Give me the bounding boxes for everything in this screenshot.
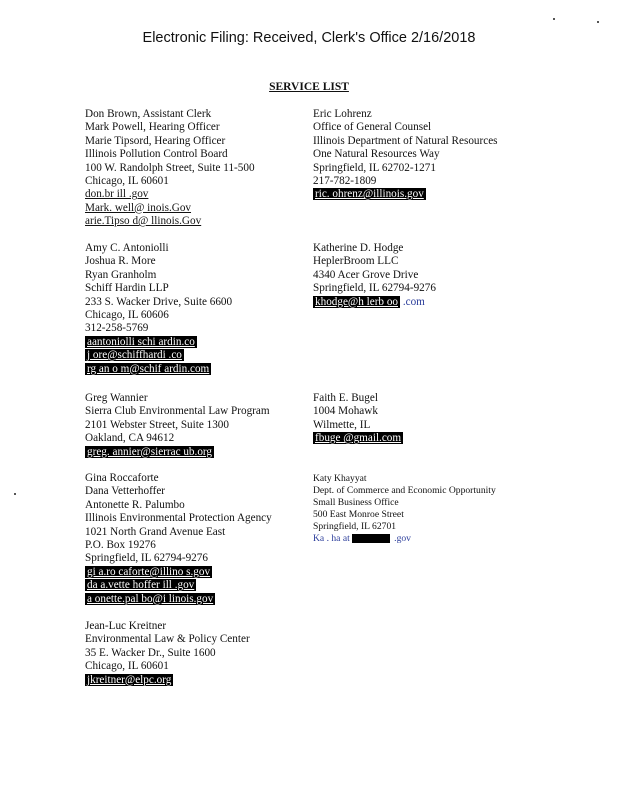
- contact-line: Wilmette, IL: [313, 418, 371, 431]
- contact-line: Marie Tipsord, Hearing Officer: [85, 134, 226, 147]
- contact-line: Mark Powell, Hearing Officer: [85, 121, 220, 134]
- contact-line: 1021 North Grand Avenue East: [85, 525, 226, 538]
- email-link[interactable]: Mark. well@ inois.Gov: [85, 201, 192, 214]
- contact-line: Katherine D. Hodge: [313, 242, 404, 254]
- contact-line: Eric Lohrenz: [313, 108, 372, 120]
- contact-line: Katy Khayyat: [313, 473, 367, 484]
- contact-line: 1004 Mohawk: [313, 405, 378, 418]
- contact-line: Springfield, IL 62702-1271: [313, 161, 436, 174]
- contact-line: 500 East Monroe Street: [313, 509, 404, 520]
- email-link[interactable]: arie.Tipso d@ llinois.Gov: [85, 215, 202, 228]
- contact-line: Springfield, IL 62701: [313, 521, 397, 532]
- contact-line: Springfield, IL 62794-9276: [85, 552, 208, 565]
- contact-line: HeplerBroom LLC: [313, 255, 399, 268]
- contact-block-heplerbroom: [313, 242, 436, 309]
- contact-line: Dept. of Commerce and Economic Opportunity: [313, 485, 496, 496]
- contact-line: Joshua R. More: [85, 255, 156, 268]
- email-link[interactable]: a onette.pal bo@i linois.gov: [87, 592, 214, 605]
- scan-speck: [597, 21, 599, 23]
- email-link-tail[interactable]: .gov: [391, 533, 411, 544]
- contact-line: Dana Vetterhoffer: [85, 485, 166, 498]
- contact-line: Illinois Pollution Control Board: [85, 148, 228, 161]
- contact-line: Springfield, IL 62794-9276: [313, 282, 436, 295]
- contact-block-sierra-club: [85, 392, 270, 459]
- contact-block-pollution-board: [85, 108, 255, 229]
- email-link[interactable]: rg an o m@schif ardin.com: [87, 362, 210, 375]
- email-link[interactable]: ric. ohrenz@illinois.gov: [315, 188, 424, 201]
- contact-line: Illinois Environmental Protection Agency: [85, 512, 272, 525]
- email-link[interactable]: Ka . ha at: [313, 533, 350, 544]
- email-link[interactable]: fbuge @gmail.com: [315, 432, 402, 445]
- scan-speck: [14, 493, 16, 495]
- contact-line: P.O. Box 19276: [85, 538, 156, 551]
- contact-line: Environmental Law & Policy Center: [85, 633, 250, 646]
- contact-line: Chicago, IL 60606: [85, 308, 169, 321]
- contact-block-elpc: [85, 620, 250, 687]
- contact-line: Greg Wannier: [85, 392, 148, 404]
- email-link[interactable]: khodge@h lerb oo: [315, 295, 399, 308]
- contact-line: One Natural Resources Way: [313, 148, 440, 161]
- email-link[interactable]: gi a.ro caforte@illino s.gov: [87, 565, 211, 578]
- contact-block-faith-bugel: [313, 392, 403, 446]
- contact-line: Don Brown, Assistant Clerk: [85, 108, 212, 120]
- contact-line: Gina Roccaforte: [85, 472, 159, 484]
- contact-line: Ryan Granholm: [85, 268, 157, 281]
- email-link[interactable]: greg. annier@sierrac ub.org: [87, 445, 213, 458]
- contact-line: Illinois Department of Natural Resources: [313, 134, 498, 147]
- contact-line: Jean-Luc Kreitner: [85, 620, 167, 632]
- redaction-mark: [352, 534, 390, 543]
- contact-line: 100 W. Randolph Street, Suite 11-500: [85, 161, 255, 174]
- scan-speck: [553, 18, 555, 20]
- contact-block-commerce: [313, 473, 496, 545]
- contact-line: Office of General Counsel: [313, 121, 432, 134]
- contact-line: 2101 Webster Street, Suite 1300: [85, 418, 229, 431]
- email-link[interactable]: aantoniolli schi ardin.co: [87, 335, 195, 348]
- contact-line: Small Business Office: [313, 497, 399, 508]
- contact-line: Faith E. Bugel: [313, 392, 378, 404]
- electronic-filing-header: Electronic Filing: Received, Clerk's Office 2/16/2018: [142, 30, 476, 46]
- email-link-tail[interactable]: .com: [400, 295, 425, 308]
- contact-line: Amy C. Antoniolli: [85, 242, 169, 254]
- contact-line: 312-258-5769: [85, 322, 149, 335]
- contact-line: Oakland, CA 94612: [85, 432, 175, 445]
- email-link[interactable]: da a.vette hoffer ill .gov: [87, 579, 195, 592]
- contact-line: Sierra Club Environmental Law Program: [85, 405, 270, 418]
- contact-line: Chicago, IL 60601: [85, 660, 169, 673]
- contact-line: Chicago, IL 60601: [85, 174, 169, 187]
- contact-line: 4340 Acer Grove Drive: [313, 268, 419, 281]
- contact-line: 35 E. Wacker Dr., Suite 1600: [85, 646, 216, 659]
- contact-line: 233 S. Wacker Drive, Suite 6600: [85, 295, 233, 308]
- contact-block-illinois-epa: [85, 472, 272, 606]
- contact-block-natural-resources: [313, 108, 498, 202]
- email-link[interactable]: j ore@schiffhardi .co: [87, 349, 182, 362]
- email-link[interactable]: don.br ill .gov: [85, 188, 149, 201]
- contact-line: Antonette R. Palumbo: [85, 498, 185, 511]
- contact-line: Schiff Hardin LLP: [85, 282, 169, 295]
- service-list-title: SERVICE LIST: [269, 81, 349, 93]
- email-link[interactable]: jkreitner@elpc.org: [87, 673, 172, 686]
- contact-block-schiff-hardin: [85, 242, 232, 376]
- contact-line: 217-782-1809: [313, 174, 377, 187]
